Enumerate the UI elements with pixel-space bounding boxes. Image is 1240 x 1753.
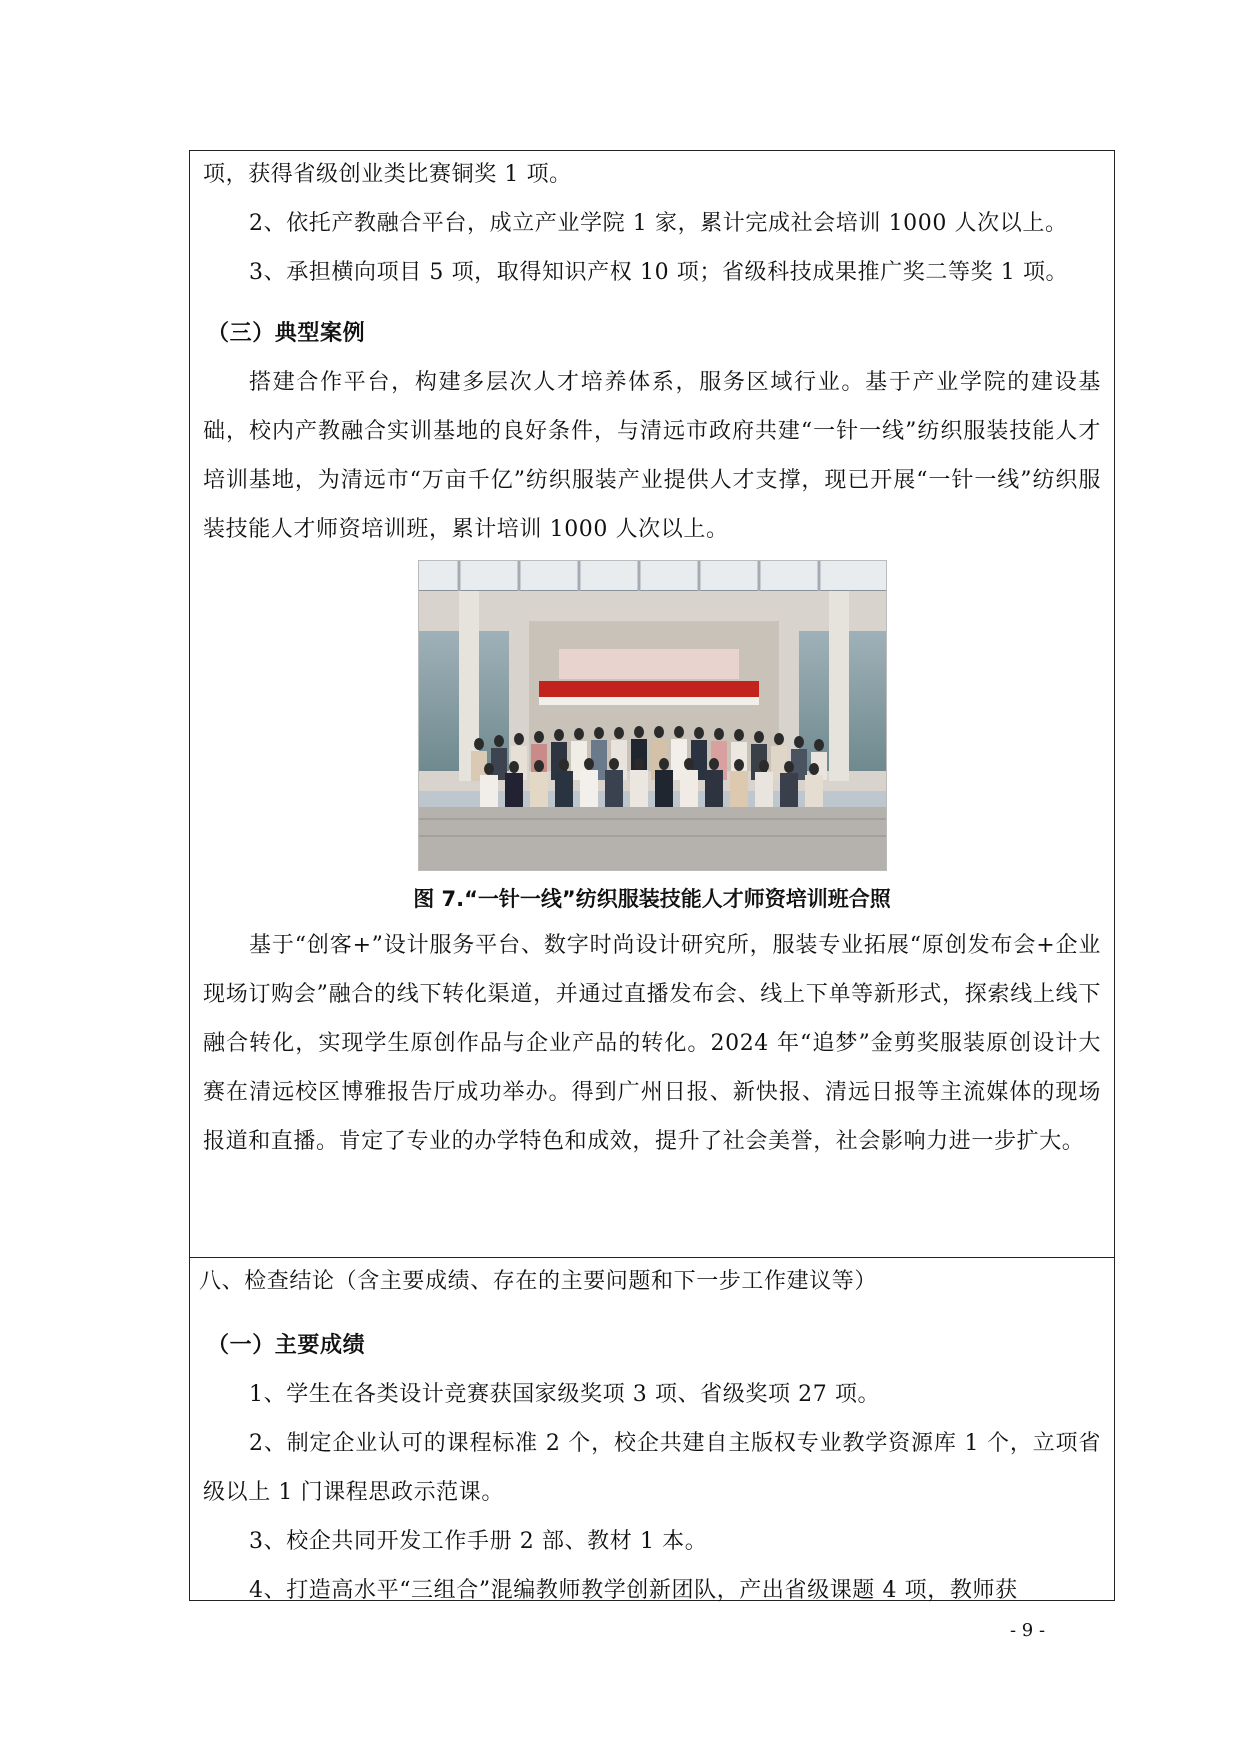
lower-cell <box>189 1259 1115 1615</box>
figure <box>189 554 1115 921</box>
list-item: 3、承担横向项目 5 项，取得知识产权 10 项；省级科技成果推广奖二等奖 1 项。 <box>249 260 1069 285</box>
section-title-inspection-conclusion: 八、检查结论（含主要成绩、存在的主要问题和下一步工作建议等） <box>199 1269 878 1294</box>
list-item: 4、打造高水平“三组合”混编教师教学创新团队，产出省级课题 4 项，教师获 <box>249 1578 1018 1603</box>
page-number: - 9 - <box>1010 1620 1046 1641</box>
table-row-divider <box>189 1257 1115 1258</box>
group-photo-image <box>418 560 887 871</box>
section-heading-typical-cases: （三）典型案例 <box>207 321 366 346</box>
upper-cell <box>189 150 1115 1166</box>
continued-paragraph: 项，获得省级创业类比赛铜奖 1 项。 <box>203 162 572 187</box>
list-item: 1、学生在各类设计竞赛获国家级奖项 3 项、省级奖项 27 项。 <box>249 1382 881 1407</box>
subsection-heading-main-achievements: （一）主要成绩 <box>207 1333 366 1358</box>
figure-caption: 图 7.“一针一线”纺织服装技能人才师资培训班合照 <box>413 887 891 911</box>
list-item: 3、校企共同开发工作手册 2 部、教材 1 本。 <box>249 1529 708 1554</box>
body-paragraph: 搭建合作平台，构建多层次人才培养体系，服务区域行业。基于产业学院的建设基础，校内产教融合实训基地的良好条件，与清远市政府共建“一针一线”纺织服装技能人才培训基地，为清远市“万亩千亿”纺织服装产业提供人才支撑，现已开展“一针一线”纺织服装技能人才师资培训班，累计培训 1000 人次以上。 <box>203 370 1101 542</box>
list-item: 2、依托产教融合平台，成立产业学院 1 家，累计完成社会培训 1000 人次以上。 <box>249 211 1068 236</box>
list-item: 2、制定企业认可的课程标准 2 个，校企共建自主版权专业教学资源库 1 个，立项省级以上 1 门课程思政示范课。 <box>203 1431 1101 1505</box>
body-paragraph: 基于“创客+”设计服务平台、数字时尚设计研究所，服装专业拓展“原创发布会+企业现场订购会”融合的线下转化渠道，并通过直播发布会、线上下单等新形式，探索线上线下融合转化，实现学生原创作品与企业产品的转化。2024 年“追梦”金剪奖服装原创设计大赛在清远校区博雅报告厅成功举办。得到广州日报、新快报、清远日报等主流媒体的现场报道和直播。肯定了专业的办学特色和成效，提升了社会美誉，社会影响力进一步扩大。 <box>203 933 1101 1154</box>
